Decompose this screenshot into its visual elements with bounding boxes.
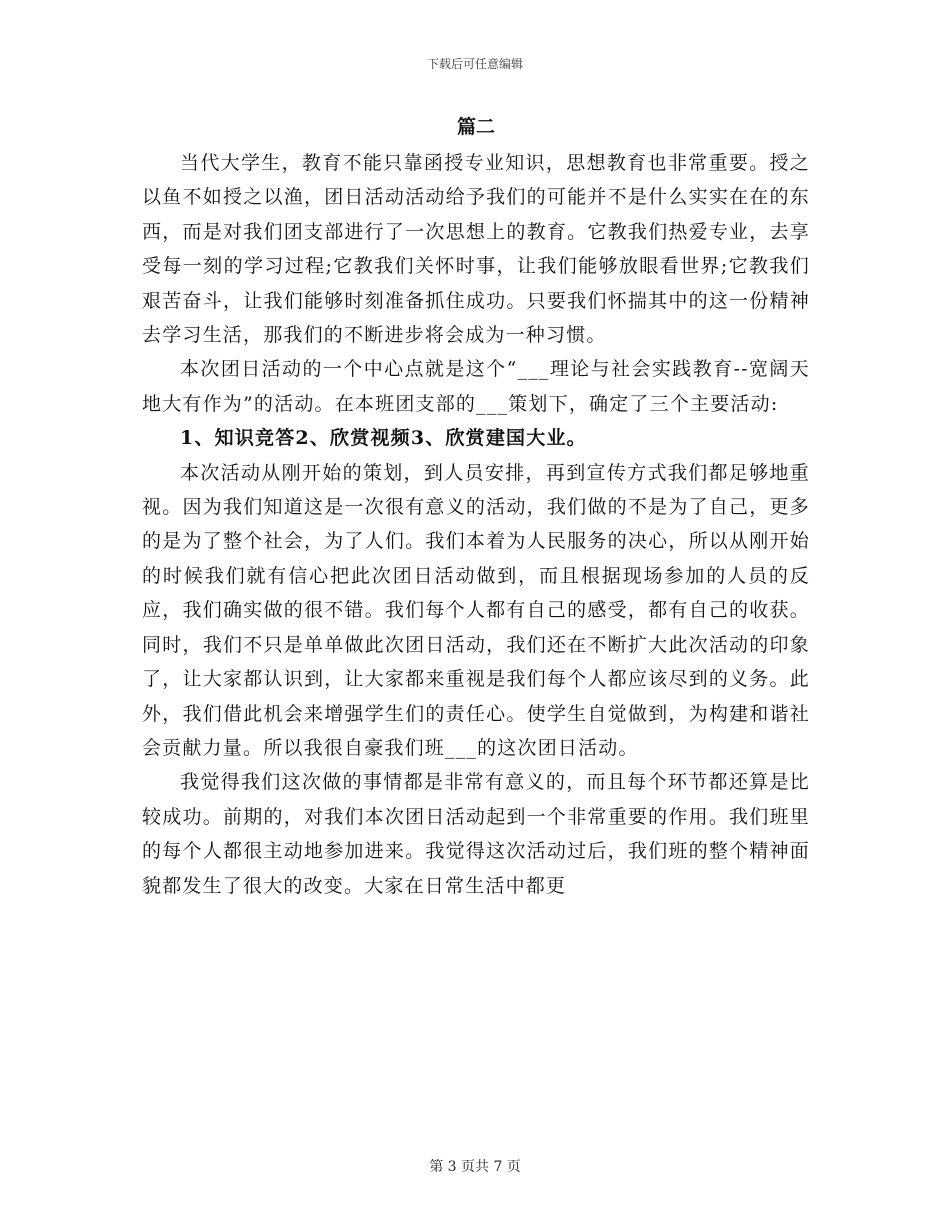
paragraph-2: 本次团日活动的一个中心点就是这个“___理论与社会实践教育--宽阔天地大有作为”的活动。在本班团支部的___策划下，确定了三个主要活动:	[142, 358, 810, 415]
section-title: 篇二	[456, 116, 495, 138]
activity-list-paragraph: 1、知识竞答2、欣赏视频3、欣赏建国大业。	[180, 427, 587, 450]
page-header-note: 下载后可任意编辑	[426, 57, 523, 71]
document-body	[142, 108, 810, 903]
paragraph-4: 本次活动从刚开始的策划，到人员安排，再到宣传方式我们都足够地重视。因为我们知道这是一次很有意义的活动，我们做的不是为了自己，更多的是为了整个社会，为了人们。我们本着为人民服务的决心，所以从刚开始的时候我们就有信心把此次团日活动做到，而且根据现场参加的人员的反应，我们确实做的很不错。我们每个人都有自己的感受，都有自己的收获。同时，我们不只是单单做此次团日活动，我们还在不断扩大此次活动的印象了，让大家都认识到，让大家都来重视是我们每个人都应该尽到的义务。此外，我们借此机会来增强学生们的责任心。使学生自觉做到，为构建和谐社会贡献力量。所以我很自豪我们班___的这次团日活动。	[142, 461, 810, 759]
paragraph-1: 当代大学生，教育不能只靠函授专业知识，思想教育也非常重要。授之以鱼不如授之以渔，团日活动活动给予我们的可能并不是什么实实在在的东西，而是对我们团支部进行了一次思想上的教育。它教我们热爱专业，去享受每一刻的学习过程;它教我们关怀时事，让我们能够放眼看世界;它教我们艰苦奋斗，让我们能够时刻准备抓住成功。只要我们怀揣其中的这一份精神去学习生活，那我们的不断进步将会成为一种习惯。	[142, 152, 810, 347]
paragraph-5: 我觉得我们这次做的事情都是非常有意义的，而且每个环节都还算是比较成功。前期的，对我们本次团日活动起到一个非常重要的作用。我们班里的每个人都很主动地参加进来。我觉得这次活动过后，我们班的整个精神面貌都发生了很大的改变。大家在日常生活中都更	[142, 771, 810, 897]
page-number-footer: 第 3 页共 7 页	[429, 1159, 521, 1175]
